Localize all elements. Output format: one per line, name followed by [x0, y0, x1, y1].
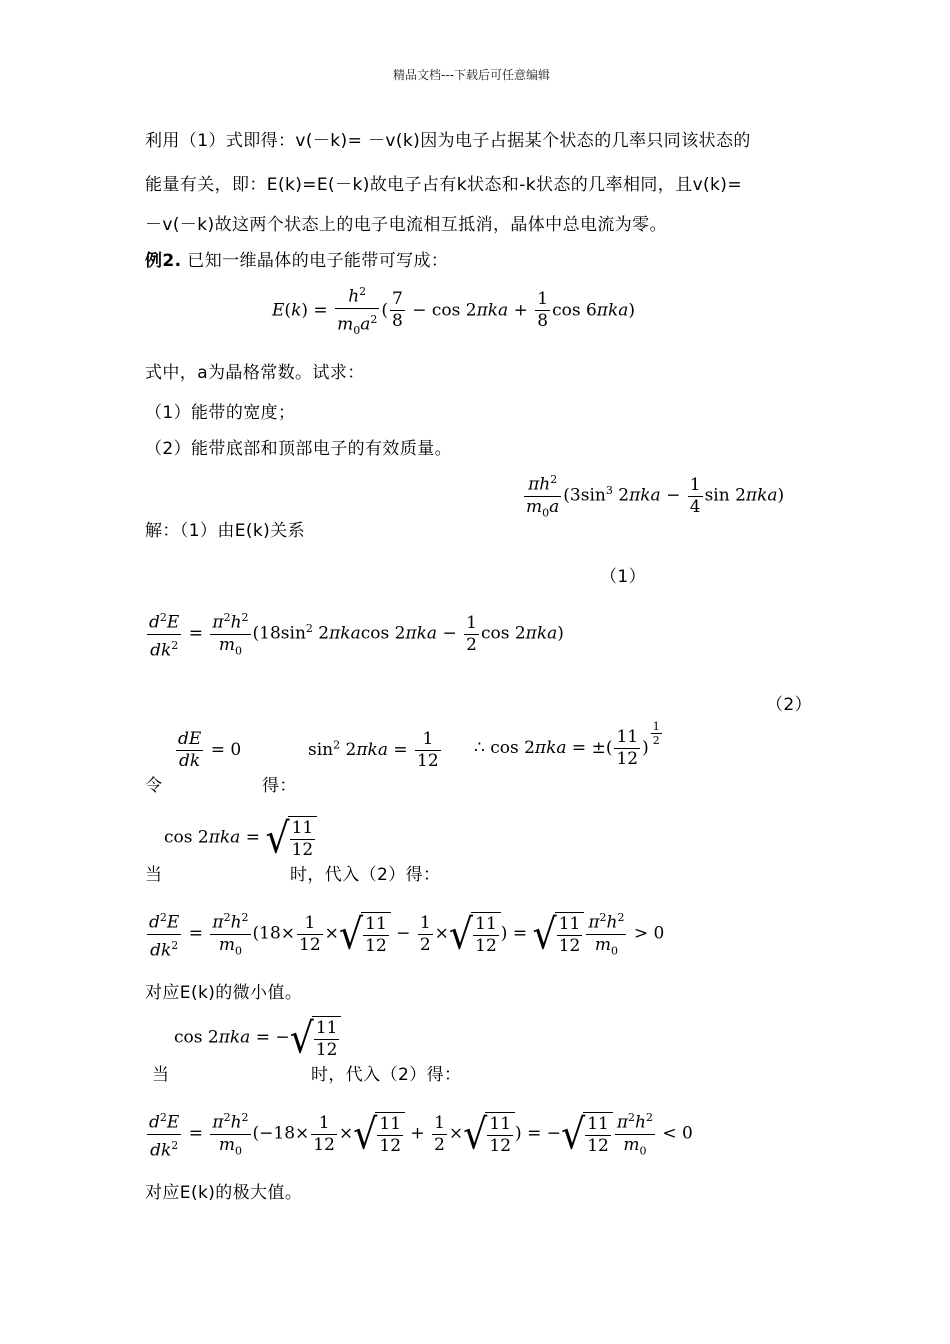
cos-solution: ∴ cos 2πka = ±( $\frac{11}{12}$ ) $^{\frac{1}{2}}$	[474, 719, 660, 769]
case2-substitute: 时，代入（2）得：	[311, 1065, 462, 1085]
page-header: 精品文档---下载后可任意编辑	[393, 68, 550, 82]
let-label: 令	[145, 776, 163, 796]
zero-derivative-condition: $\frac{dE}{dk}$ = 0	[178, 729, 242, 771]
paragraph-line-3: －v(－k)故这两个状态上的电子电流相互抵消，晶体中总电流为零。	[145, 215, 667, 235]
case2-second-derivative: $\frac{d^2E}{dk^2}$ = $\frac{\pi^2h^2}{m_0}$ (−18× $\frac{1}{12}$ ×√ $\frac{11}{12}$ + $\frac{1}{2}$ ×√ $\frac{11}{12}$ ) = −√ $\frac{11}{12}$ $\frac{\pi^2h^2}{m_0}$ < 0	[149, 1109, 693, 1161]
case1-second-derivative: $\frac{d^2E}{dk^2}$ = $\frac{\pi^2h^2}{m_0}$ (18× $\frac{1}{12}$ ×√ $\frac{11}{12}$ − $\frac{1}{2}$ ×√ $\frac{11}{12}$ ) = √ $\frac{11}{12}$ $\frac{\pi^2h^2}{m_0}$ > 0	[149, 909, 665, 961]
question-2: （2）能带底部和顶部电子的有效质量。	[145, 439, 453, 459]
case2-condition: cos 2πka = −√ $\frac{11}{12}$	[174, 1016, 341, 1060]
paragraph-line-1: 利用（1）式即得：v(－k)= －v(k)因为电子占据某个状态的几率只同该状态的	[145, 131, 751, 151]
band-energy-equation: E(k) = $\frac{h^2}{m_0a^2}$ ( $\frac{7}{8}$ − cos 2πka + $\frac{1}{8}$ cos 6πka)	[272, 282, 635, 340]
equation-number-1: （1）	[600, 567, 647, 587]
paragraph-line-2: 能量有关，即：E(k)=E(－k)故电子占有k状态和-k状态的几率相同，且v(k)=	[145, 175, 742, 195]
obtain-label: 得：	[262, 776, 297, 796]
case1-substitute: 时，代入（2）得：	[290, 865, 441, 885]
case1-result: 对应E(k)的微小值。	[145, 983, 303, 1003]
description-line: 式中，a为晶格常数。试求：	[145, 363, 365, 383]
example-label: 例2.	[145, 251, 182, 271]
example-heading	[145, 246, 448, 271]
case2-when: 当	[152, 1065, 170, 1085]
case1-condition: cos 2πka = √ $\frac{11}{12}$	[164, 816, 317, 860]
case2-result: 对应E(k)的极大值。	[145, 1183, 303, 1203]
question-1: （1）能带的宽度；	[145, 403, 296, 423]
solution-lead: 解：（1）由E(k)关系	[145, 521, 305, 541]
first-derivative-expression: $\frac{\pi h^2}{m_0a}$ ($3\sin^3$ 2πka − $\frac{1}{4}$ sin 2πka)	[522, 470, 784, 522]
example-text: 已知一维晶体的电子能带可写成：	[181, 251, 449, 271]
case1-when: 当	[145, 865, 163, 885]
sin-squared-result: $\sin^2 2\pi ka$ = $\frac{1}{12}$	[308, 729, 439, 771]
equation-number-2: （2）	[766, 695, 813, 715]
second-derivative-equation: $\frac{d^2E}{dk^2}$ = $\frac{\pi^2h^2}{m_0}$ ($18\sin^2$ 2πkacos 2πka − $\frac{1}{2}$ cos 2πka)	[145, 608, 564, 660]
